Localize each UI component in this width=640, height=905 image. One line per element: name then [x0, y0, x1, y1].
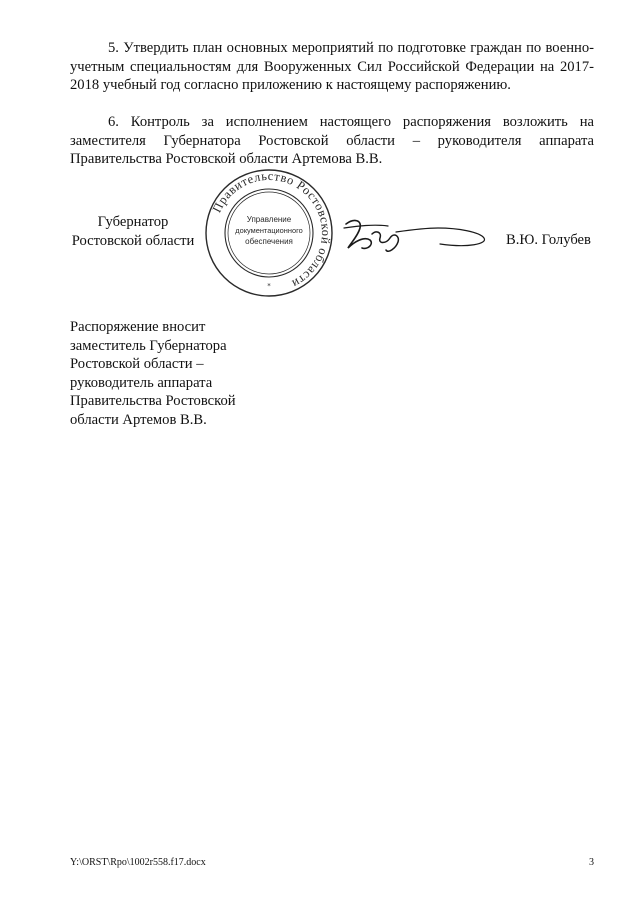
submitter-note: [70, 318, 270, 429]
signer-name: В.Ю. Голубев: [506, 232, 591, 248]
submitter-note-line-5: Правительства Ростовской: [70, 393, 236, 409]
paragraph-6: 6. Контроль за исполнением настоящего распоряжения возложить на заместителя Губернатора Ростовской области – руководителя аппарата Правительства Ростовской области Артемова В.В.: [70, 114, 594, 167]
paragraph-5: 5. Утвердить план основных мероприятий по подготовке граждан по военно-учетным специальностям для Вооруженных Сил Российской Федерации на 2017-2018 учебный год согласно приложению к настоящему распоряжению.: [70, 40, 594, 93]
official-seal: [204, 168, 334, 298]
handwritten-signature: [340, 214, 490, 258]
submitter-note-line-1: Распоряжение вносит: [70, 319, 206, 335]
footer-file-path: Y:\ORST\Rpo\1002r558.f17.docx: [70, 857, 206, 868]
submitter-note-line-6: области Артемов В.В.: [70, 411, 207, 428]
seal-star-icon: *: [267, 282, 271, 290]
signer-title-line-2: Ростовской области: [71, 232, 195, 249]
seal-outer-text: Правительство Ростовской области: [209, 168, 334, 292]
seal-inner-line-3: обеспечения: [245, 237, 293, 246]
seal-inner-line-1: Управление: [246, 215, 292, 224]
submitter-note-line-3: Ростовской области –: [70, 356, 204, 372]
seal-inner-line-2: документационного: [235, 226, 303, 235]
signer-title: [70, 213, 196, 250]
submitter-note-line-4: руководитель аппарата: [70, 374, 213, 391]
page-number: 3: [589, 857, 594, 868]
submitter-note-line-2: заместитель Губернатора: [70, 337, 227, 354]
signer-title-line-1: Губернатор: [97, 214, 169, 230]
